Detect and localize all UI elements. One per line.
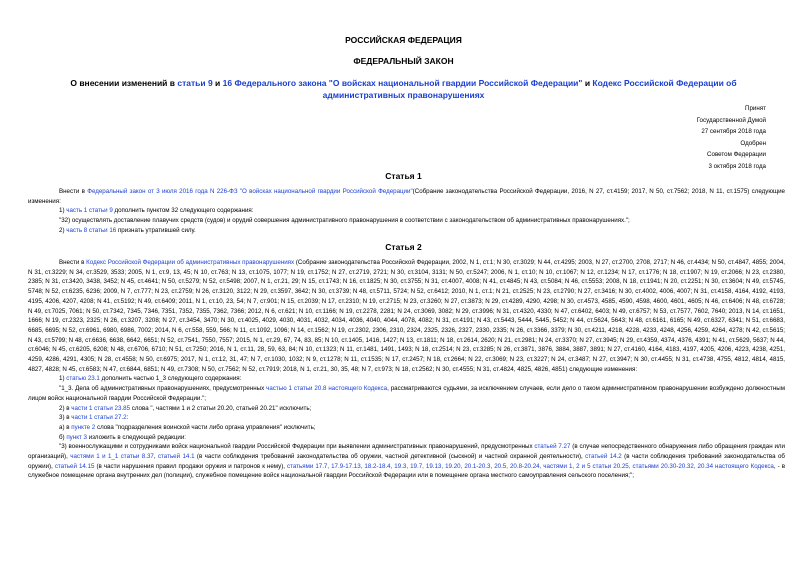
text: (Собрание законодательства Российской Федерации, 2016, N 27, ст.4159; 2017, N 50, ст.7562; 2018, N 11, ст.1575) следующие изменения: (28, 188, 785, 205)
text: (в части нарушения правил продажи оружия и патронов к нему), (94, 462, 288, 470)
article-2-point-3-text (28, 442, 785, 481)
link-law-226-fz[interactable]: Федеральный закон от 3 июля 2016 года N 226-ФЗ "О войсках национальной гвардии Российской Федерации" (87, 188, 413, 195)
text: (в части соблюдения требований законодательства об оружии, частной детективной (сыскной) и частной охранной деятельности), (194, 453, 586, 461)
text: Внести в (59, 188, 88, 195)
text: "3) военнослужащими и сотрудниками войск национальной гвардии Российской Федерации при выявлении административных правонарушений, предусмотренных (59, 443, 535, 451)
link-koap[interactable]: Кодекс Российской Федерации об административных правонарушениях (86, 259, 295, 266)
article-2-item-3b (28, 433, 785, 443)
article-1-intro (28, 187, 785, 206)
text: 2) в (59, 404, 72, 412)
text: слова "подразделения воинской части либо органа управления" исключить; (95, 423, 316, 431)
link-part-8-article-16[interactable]: часть 8 статьи 16 (66, 226, 117, 234)
title-text-mid1: и (212, 78, 223, 88)
article-1-item-2 (28, 226, 785, 236)
title-link-article-16[interactable]: 16 Федерального закона "О войсках национальной гвардии Российской Федерации" (222, 78, 583, 88)
text: дополнить частью 1_3 следующего содержания: (99, 375, 242, 383)
title-link-article-9[interactable]: статьи 9 (177, 78, 213, 88)
text: , рассматриваются судьями, за исключением случаев, если дело о таком административном правонарушении возбуждено должностным лицом войск национальной гвардии Российской Федерации."; (28, 385, 785, 402)
title-link-koap[interactable]: Кодекс Российской Федерации об административных правонарушениях (322, 78, 737, 100)
adoption-line: 27 сентября 2018 года (701, 128, 766, 136)
article-2-item-2 (28, 404, 785, 414)
article-1-heading: Статья 1 (385, 171, 422, 181)
article-2-item-1 (28, 374, 785, 384)
text: , - в служебное помещение органа внутренних дел (полиции), служебное помещение войск национальной гвардии Российской Федерации или в помещение органа местного самоуправления сельского поселения;"; (28, 462, 785, 480)
article-2-intro (28, 258, 785, 374)
link-article-7-27[interactable]: статьей 7.27 (534, 443, 571, 451)
link-part-1-article-23-85[interactable]: части 1 статьи 23.85 (71, 404, 131, 412)
text: (в случае непосредственного обнаружения либо обращения граждан или организаций), (28, 443, 785, 461)
link-part-1-article-9[interactable]: часть 1 статьи 9 (66, 207, 113, 215)
article-2-item-3a (28, 423, 785, 433)
link-part-1-article-27-2[interactable]: части 1 статьи 27.2 (71, 414, 127, 422)
article-2-quote-1-3 (28, 384, 785, 403)
text: (в части соблюдения требований законодательства об оружии), (28, 453, 785, 470)
text: а) в (59, 423, 72, 431)
link-point-3[interactable]: пункт 3 (66, 433, 87, 441)
text: , (153, 453, 158, 461)
link-point-2[interactable]: пункте 2 (71, 423, 96, 431)
adoption-block (697, 103, 766, 173)
adoption-line: Принят (745, 105, 766, 112)
law-title (40, 77, 767, 101)
text: 1) (59, 207, 67, 215)
link-parts-1-article-8-37[interactable]: частями 1 и 1_1 статьи 8.37 (70, 453, 154, 461)
text: "1_3. Дела об административных правонарушениях, предусмотренных (59, 385, 267, 393)
article-1-body (28, 187, 785, 236)
link-article-14-2[interactable]: статьей 14.2 (585, 453, 622, 461)
adoption-line: 3 октября 2018 года (708, 162, 766, 170)
article-1-item-1 (28, 206, 785, 216)
text: б) (59, 433, 67, 441)
law-type-heading: ФЕДЕРАЛЬНЫЙ ЗАКОН (353, 56, 454, 66)
text: признать утратившей силу. (116, 226, 196, 234)
text: слова ", частями 1 и 2 статьи 20.20, статьей 20.21" исключить; (130, 404, 312, 412)
article-2-body (28, 258, 785, 481)
text: 1) (59, 375, 67, 383)
link-article-23-1[interactable]: статью 23.1 (66, 375, 100, 383)
article-2-item-3 (28, 413, 785, 423)
link-articles-17-7-etc[interactable]: статьями 17.7, 17.9-17.13, 18.2-18.4, 19.3, 19.7, 19.13, 19.20, 20.1-20.3, 20.5, 20.8-20.24, частями 1, 2 и 5 статьи 20.25, статьями 20.30-20.32, 20.34 настоящего Кодекса (287, 462, 774, 470)
link-article-14-1[interactable]: статьей 14.1 (157, 453, 195, 461)
article-2-heading: Статья 2 (385, 242, 422, 252)
text: : (126, 414, 129, 422)
link-article-14-15[interactable]: статьей 14.15 (54, 462, 95, 470)
text: изложить в следующей редакции: (86, 433, 187, 441)
article-1-item-1-quote: "32) осуществлять доставление плавучих средств (судов) и орудий совершения административного правонарушения в соответствии с законодательством об административных правонарушениях."; (59, 217, 630, 225)
text: дополнить пунктом 32 следующего содержания: (112, 207, 254, 215)
text: 3) в (59, 414, 72, 422)
title-text-pre: О внесении изменений в (70, 78, 178, 88)
text: (Собрание законодательства Российской Федерации, 2002, N 1, ст.1; N 30, ст.3029; N 44, ст.4295; 2003, N 27, ст.2700, 2708, 2717; N 46, ст.4434; N 50, ст.4847, 4855; 2004, N 31, ст.3229; N 34, ст.3529, 3533; 2005, N 1, ст.9, 13, 45; N 10, ст.763; N 13, ст.1075, 1077; N 19, ст.1752; N 27, ст.2719, 2721; N 30, ст.3104, 3131; N 50, ст.5247; 2006, N 1, ст.10; N 10, ст.1067; N 12, ст.1234; N 17, ст.1776; N 18, ст.1907; N 19, ст.2066; N 23, ст.2380, 2385; N 31, ст.3420, 3438, 3452; N 45, ст.4641; N 50, ст.5279; N 52, ст.5498; 2007, N 1, ст.21, 29; N 15, ст.1743; N 16, ст.1825; N 30, ст.3755; N 31, ст.4007, 4008; N 41, ст.4845; N 43, ст.5084; N 46, ст.5553; 2008, N 18, ст.1941; N 20, ст.2251; N 30, ст.3604; N 49, ст.5745, 5748; N 52, ст.6235, 6236; 2009, N 7, ст.777; N 23, ст.2759; N 26, ст.3120, 3122; N 29, ст.3597, 3642; N 30, ст.3739; N 48, ст.5711, 5724; N 52, ст.6412; 2010, N 1, ст.1; N 21, ст.2525; N 23, ст.2790; N 27, ст.3416; N 30, ст.4002, 4006, 4007; N 31, ст.4158, 4164, 4192, 4193, 4195, 4206, 4207, 4208; N 41, ст.5192; N 49, ст.6409; 2011, N 1, ст.10, 23, 54; N 7, ст.901; N 15, ст.2039; N 17, ст.2310; N 19, ст.2715; N 23, ст.3260; N 27, ст.3873; N 29, ст.4289, 4290, 4298; N 30, ст.4573, 4585, 4590, 4598, 4600, 4601, 4605; N 46, ст.6406; N 48, ст.6728; N 49, ст.7025, 7061; N 50, ст.7342, 7345, 7346, 7351, 7352, 7355, 7362, 7366; 2012, N 6, ст.621; N 10, ст.1166; N 19, ст.2278, 2281; N 24, ст.3069, 3082; N 29, ст.3996; N 31, ст.4320, 4330; N 47, ст.6402, 6403; N 49, ст.6757; N 53, ст.7577, 7602, 7640; 2013, N 14, ст.1651, 1666; N 19, ст.2323, 2325; N 26, ст.3207, 3208; N 27, ст.3454, 3470; N 30, ст.4025, 4029, 4030, 4031, 4032, 4034, 4036, 4040, 4044, 4078, 4082; N 31, ст.4191; N 43, ст.5443, 5444, 5445, 5452; N 44, ст.5624, 5643; N 48, ст.6161, 6165; N 49, ст.6327, 6341; N 51, ст.6683, 6685, 6695; N 52, ст.6961, 6980, 6986, 7002; 2014, N 6, ст.558, 559, 566; N 11, ст.1092, 1096; N 14, ст.1562; N 19, ст.2302, 2306, 2310, 2324, 2325, 2326, 2327, 2330, 2335; N 26, ст.3366, 3379; N 30, ст.4211, 4218, 4228, 4233, 4248, 4256, 4259, 4264, 4278; N 42, ст.5615; N 43, ст.5799; N 48, ст.6636, 6638, 6642, 6651; N 52, ст.7541, 7550, 7557; 2015, N 1, ст.29, 67, 74, 83, 85; N 10, ст.1405, 1416, 1427; N 13, ст.1811; N 18, ст.2614, 2620; N 21, ст.2981; N 24, ст.3370; N 27, ст.3945; N 29, ст.4359, 4374, 4376, 4391; N 41, ст.5629, 5637; N 44, ст.6046; N 45, ст.6205, 6208; N 48, ст.6706, 6710; N 51, ст.7250; 2016, N 1, ст.11, 28, 59, 63, 84; N 10, ст.1323; N 11, ст.1481, 1491, 1493; N 18, ст.2514; N 23, ст.3285; N 26, ст.3871, 3876, 3884, 3887, 3891; N 27, ст.4160, 4164, 4183, 4197, 4205, 4206, 4223, 4238, 4251, 4259, 4286, 4291, 4305; N 28, ст.4558; N 50, ст.6975; 2017, N 1, ст.12, 31, 47; N 7, ст.1030, 1032; N 9, ст.1278; N 11, ст.1535; N 17, ст.2457; N 18, ст.2664; N 22, ст.3069; N 23, ст.3227; N 24, ст.3487; N 27, ст.3947; N 30, ст.4455; N 31, ст.4738, 4755, 4812, 4814, 4815, 4827, 4828; N 45, ст.6583; N 47, ст.6844, 6851; N 49, ст.7308; N 50, ст.7562; N 52, ст.7919; 2018, N 1, ст.21, 30, 35, 48; N 7, ст.973; N 18, ст.2562; N 30, ст.4555; N 31, ст.4824, 4825, 4826, 4851) следующие изменения: (28, 259, 785, 373)
adoption-line: Государственной Думой (696, 116, 766, 124)
title-text-mid2: и (582, 78, 593, 88)
adoption-line: Советом Федерации (707, 151, 766, 159)
link-part-1-article-20-8[interactable]: частью 1 статьи 20.8 настоящего Кодекса (266, 385, 388, 393)
country-heading: РОССИЙСКАЯ ФЕДЕРАЦИЯ (345, 35, 462, 45)
text: 2) (59, 226, 67, 234)
adoption-line: Одобрен (740, 139, 766, 147)
text: Внести в (59, 259, 87, 266)
